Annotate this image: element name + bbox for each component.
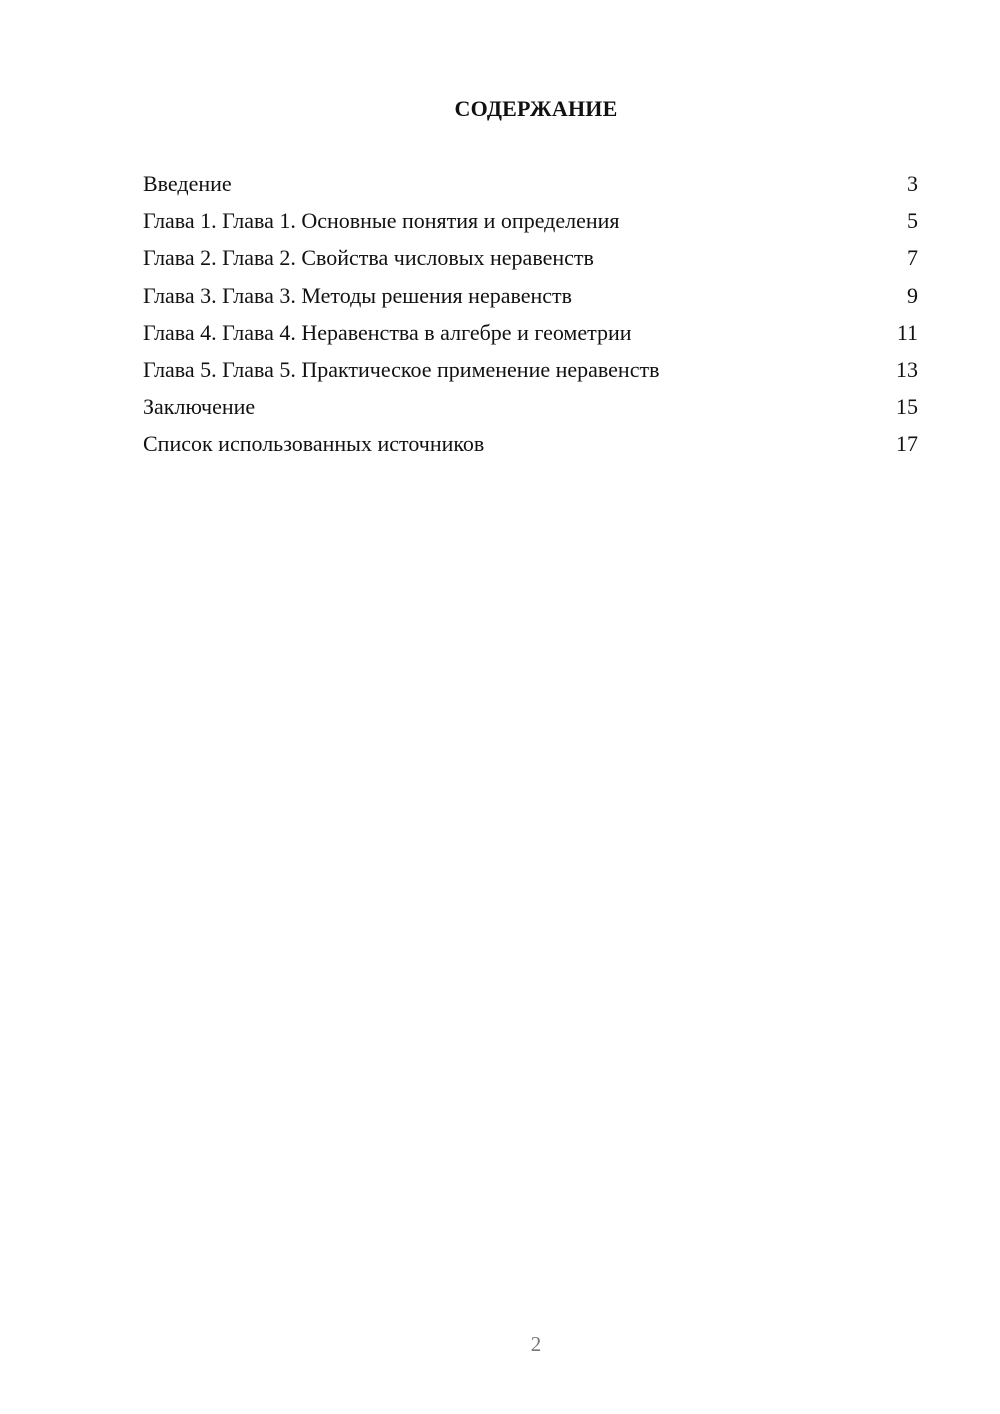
toc-entry-page: 11 (896, 319, 918, 345)
toc-entry-page: 5 (907, 208, 918, 234)
toc-entry-label: Заключение (143, 394, 256, 420)
toc-entry-chapter-4 (143, 318, 918, 355)
toc-entry-references (143, 429, 918, 466)
toc-entry-page: 3 (907, 171, 918, 196)
page-number: 2 (530, 1332, 542, 1356)
toc-entry-conclusion (143, 392, 918, 429)
table-of-contents (143, 169, 918, 467)
toc-entry-page: 13 (896, 356, 918, 382)
toc-entry-label: Список использованных источников (143, 431, 485, 457)
toc-entry-introduction (143, 169, 918, 206)
toc-entry-page: 7 (907, 245, 918, 271)
toc-entry-chapter-1 (143, 206, 918, 243)
toc-entry-page: 15 (896, 394, 918, 420)
toc-entry-chapter-5 (143, 355, 918, 392)
toc-entry-label: Введение (143, 171, 232, 196)
toc-entry-label: Глава 3. Глава 3. Методы решения неравенств (143, 282, 573, 308)
toc-entry-page: 9 (907, 282, 918, 308)
toc-entry-label: Глава 5. Глава 5. Практическое применение неравенств (143, 356, 660, 382)
toc-entry-label: Глава 4. Глава 4. Неравенства в алгебре и геометрии (143, 319, 632, 345)
toc-entry-page: 17 (896, 431, 918, 457)
toc-entry-label: Глава 2. Глава 2. Свойства числовых неравенств (143, 245, 594, 271)
toc-entry-chapter-2 (143, 243, 918, 280)
toc-title: СОДЕРЖАНИЕ (454, 96, 618, 121)
toc-entry-chapter-3 (143, 281, 918, 318)
toc-entry-label: Глава 1. Глава 1. Основные понятия и определения (143, 208, 620, 234)
